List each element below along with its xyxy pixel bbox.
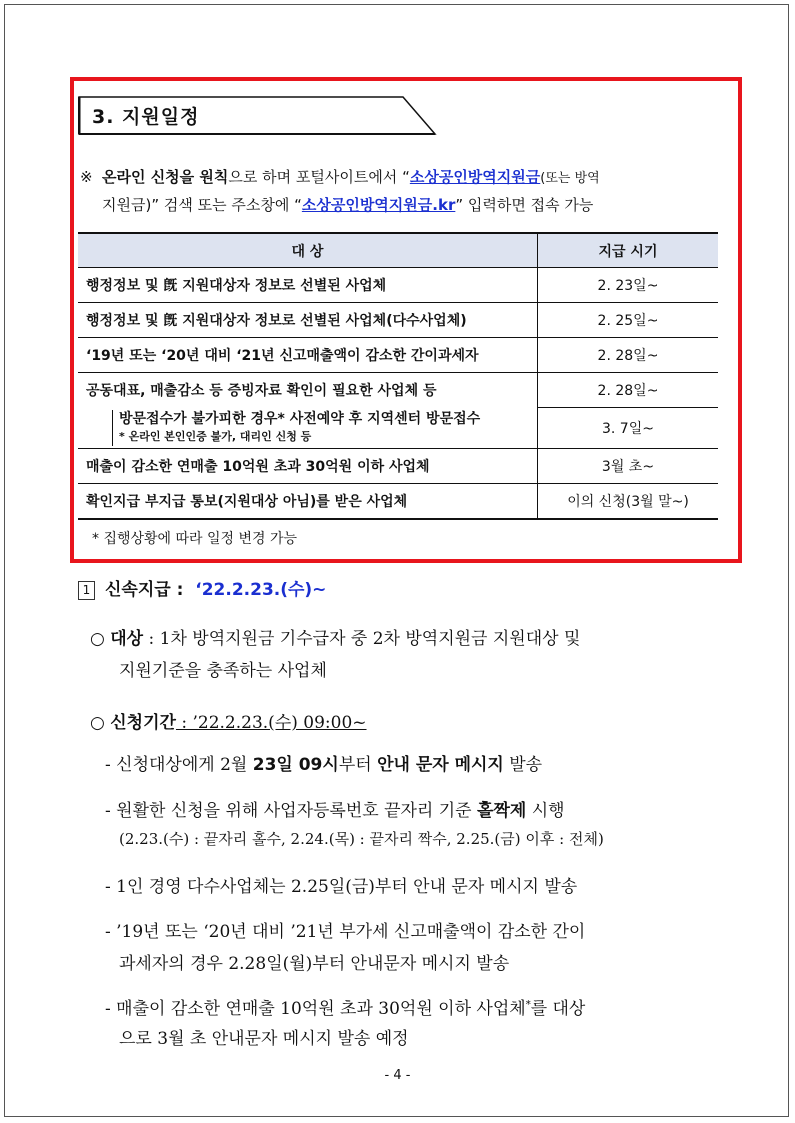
schedule-table [78,232,718,520]
circle-bullet-icon: ○ [90,629,111,649]
table-row: 행정정보 및 旣 지원대상자 정보로 선별된 사업체(다수사업체) 2. 25일~ [78,303,718,338]
table-row: 확인지급 부지급 통보(지원대상 아님)를 받은 사업체 이의 신청(3월 말~) [78,483,718,519]
schedule-footnote: * 집행상황에 따라 일정 변경 가능 [92,531,298,547]
section-title-tab [78,96,438,136]
section-number-box: 1 [78,581,95,600]
section1-date: ‘22.2.23.(수)~ [195,580,327,600]
bullet-4: - ’19년 또는 ‘20년 대비 ’21년 부가세 신고매출액이 감소한 간이 [105,922,586,942]
site-link-2[interactable]: 소상공인방역지원금.kr [301,196,456,214]
section1-heading: 1 신속지급 : ‘22.2.23.(수)~ [78,575,326,600]
bullet-1: - 신청대상에게 2월 23일 09시부터 안내 문자 메시지 발송 [105,755,543,775]
table-row: ‘19년 또는 ‘20년 대비 ‘21년 신고매출액이 감소한 간이과세자 2. 28일~ [78,338,718,373]
period-paragraph: ○ 신청기간 : ’22.2.23.(수) 09:00~ [90,713,367,733]
target-paragraph: ○ 대상 : 1차 방역지원금 기수급자 중 2차 방역지원금 지원대상 및 [90,629,581,649]
bullet-4-line2: 과세자의 경우 2.28일(월)부터 안내문자 메시지 발송 [119,954,510,974]
bullet-2: - 원활한 신청을 위해 사업자등록번호 끝자리 기준 홀짝제 시행 [105,801,565,821]
bullet-3: - 1인 경영 다수사업체는 2.25일(금)부터 안내 문자 메시지 발송 [105,877,578,897]
bullet-2-detail: (2.23.(수) : 끝자리 홀수, 2.24.(목) : 끝자리 짝수, 2.25.(금) 이후 : 전체) [119,830,604,848]
header-when: 지급 시기 [538,233,719,268]
page-number: - 4 - [384,1068,411,1083]
section-title: 3. 지원일정 [92,106,200,128]
bullet-5-line2: 으로 3월 초 안내문자 메시지 발송 예정 [119,1029,409,1049]
table-header [78,233,718,268]
table-row: 공동대표, 매출감소 등 증빙자료 확인이 필요한 사업체 등 2. 28일~ [78,373,718,408]
visit-reception-cell: 방문접수가 불가피한 경우* 사전예약 후 지역센터 방문접수 * 온라인 본인인증 불가, 대리인 신청 등 [112,410,537,446]
table-row-sub: 방문접수가 불가피한 경우* 사전예약 후 지역센터 방문접수 * 온라인 본인인증 불가, 대리인 신청 등 3. 7일~ [78,408,718,449]
table-row: 행정정보 및 旣 지원대상자 정보로 선별된 사업체 2. 23일~ [78,268,718,303]
bullet-5: - 매출이 감소한 연매출 10억원 초과 30억원 이하 사업체*를 대상 [105,999,586,1019]
circle-bullet-icon: ○ [90,713,111,733]
site-link-1[interactable]: 소상공인방역지원금 [409,168,541,186]
table-row: 매출이 감소한 연매출 10억원 초과 30억원 이하 사업체 3월 초~ [78,448,718,483]
online-notice: ※ 온라인 신청을 원칙으로 하며 포털사이트에서 “소상공인방역지원금(또는 방역 지원금)” 검색 또는 주소창에 “소상공인방역지원금.kr” 입력하면 접속 가능 [80,168,600,214]
target-paragraph-line2: 지원기준을 충족하는 사업체 [119,661,327,681]
header-target: 대 상 [78,233,538,268]
